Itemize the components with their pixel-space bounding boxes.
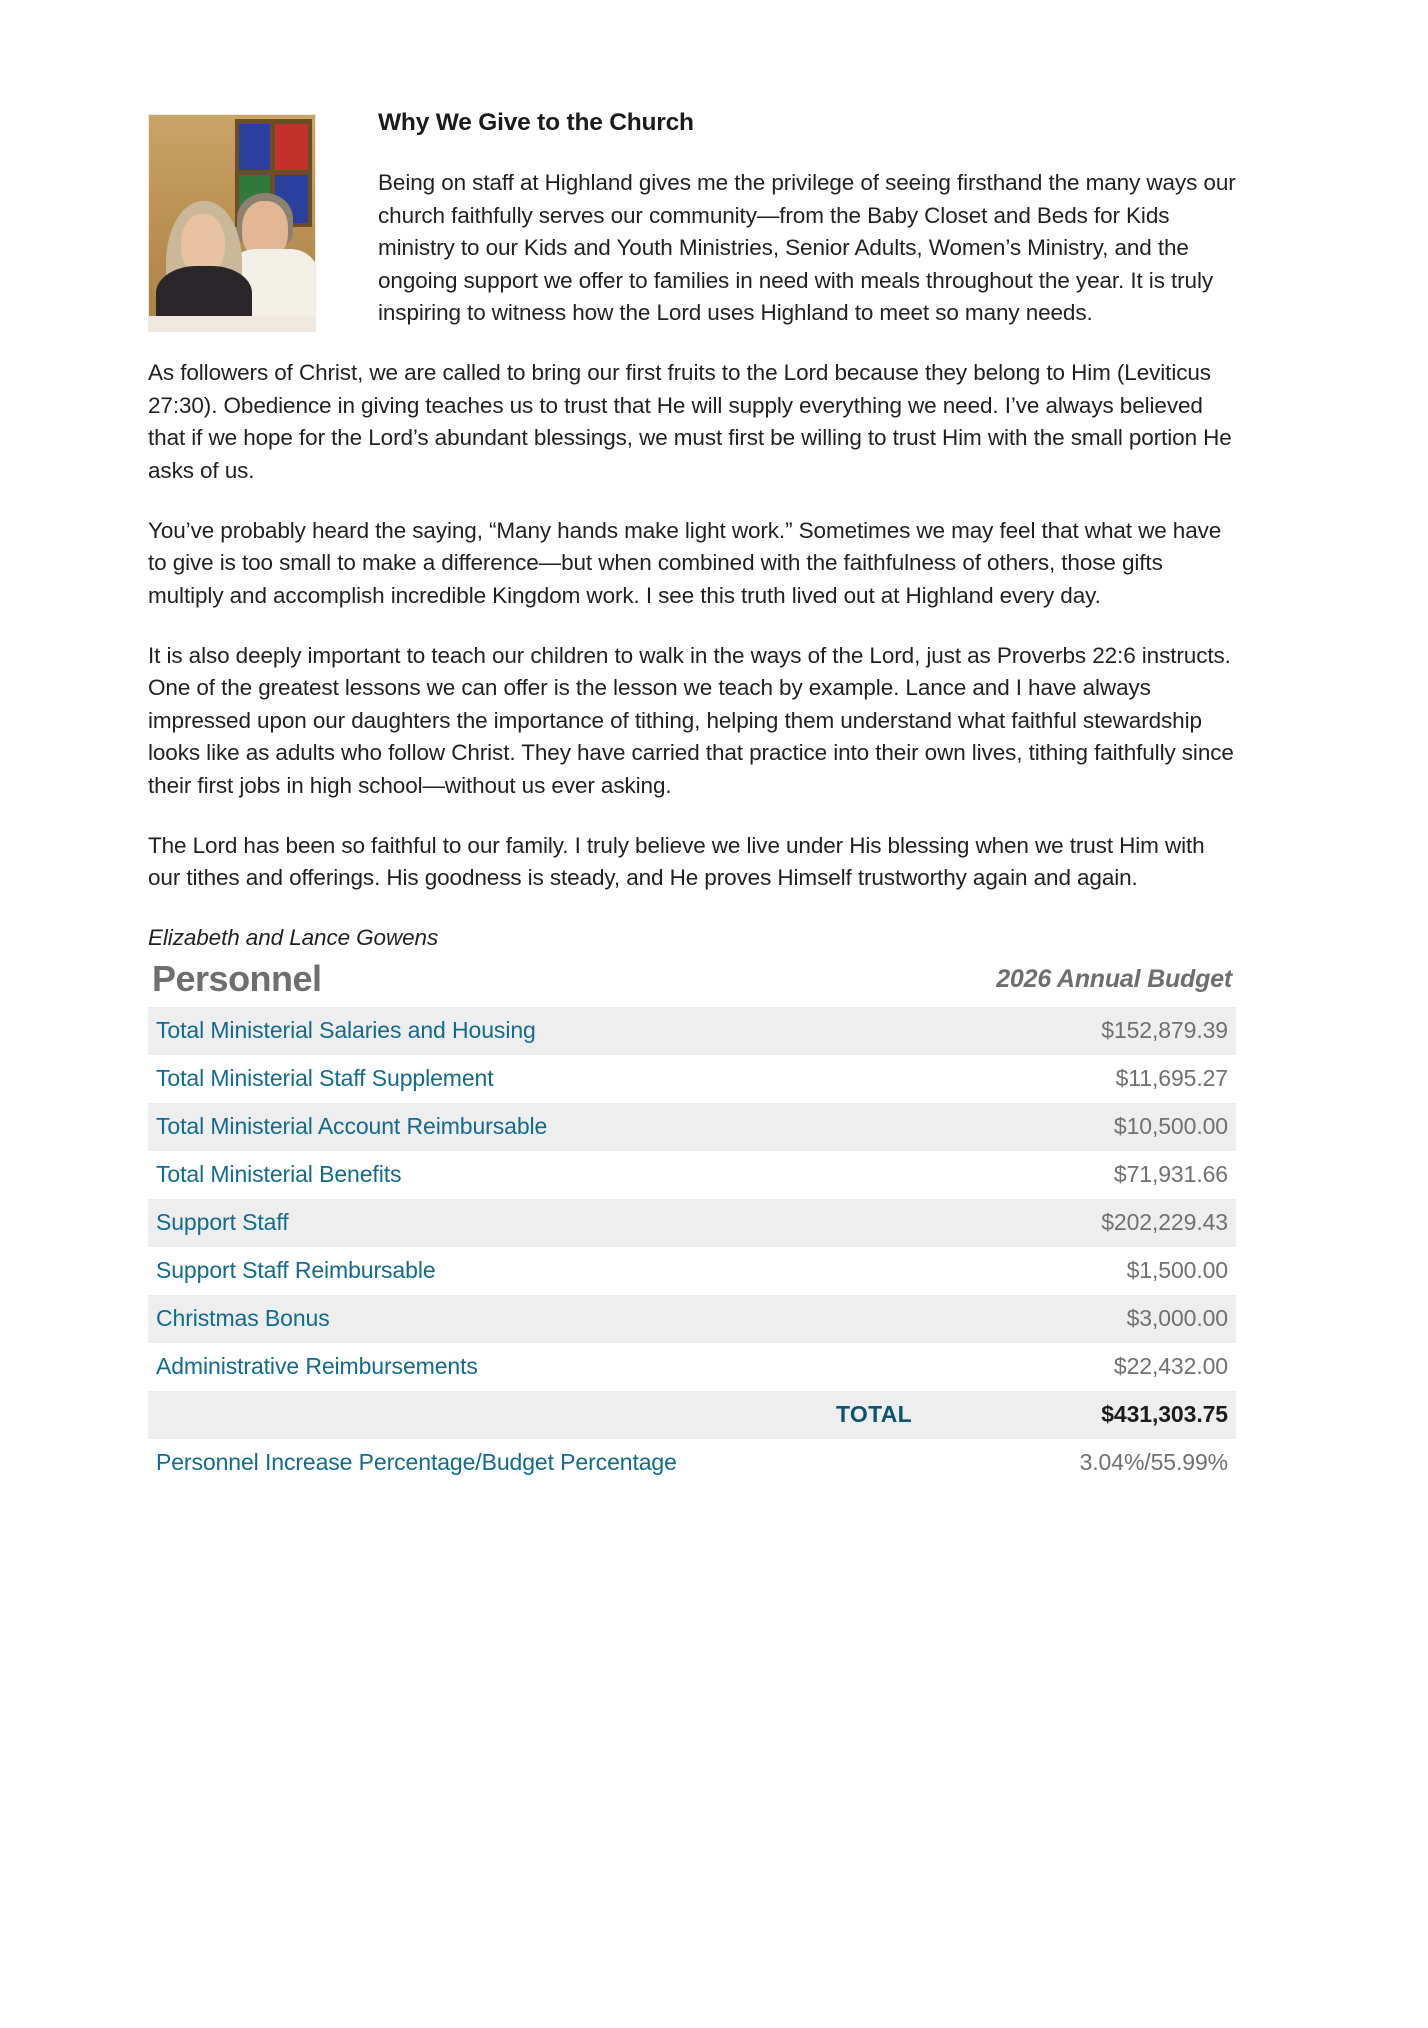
budget-table-body bbox=[148, 1007, 1236, 1487]
budget-row-amount: $1,500.00 bbox=[1126, 1256, 1228, 1283]
budget-footer-row bbox=[148, 1439, 1236, 1487]
budget-section bbox=[148, 957, 1236, 1487]
budget-row-label: Total Ministerial Staff Supplement bbox=[156, 1064, 494, 1091]
page-content bbox=[148, 108, 1236, 1487]
budget-row-amount: $3,000.00 bbox=[920, 1295, 1236, 1343]
table-row bbox=[148, 1103, 1236, 1151]
table-row bbox=[148, 1007, 1236, 1055]
table-row bbox=[148, 1199, 1236, 1247]
article-header bbox=[148, 108, 1236, 329]
budget-footer-label: Personnel Increase Percentage/Budget Percentage bbox=[156, 1448, 677, 1475]
budget-row-amount: $22,432.00 bbox=[1113, 1352, 1228, 1379]
budget-row-label: Christmas Bonus bbox=[148, 1295, 920, 1343]
couple-portrait-photo bbox=[148, 114, 316, 332]
article-paragraph-1: Being on staff at Highland gives me the privilege of seeing firsthand the many ways our church faithfully serves our community—from the Baby Closet and Beds for Kids ministry to our Kids and Youth Ministries, Senior Adults, Women’s Ministry, and the ongoing support we offer to families in need with meals throughout the year. It is truly inspiring to witness how the Lord uses Highland to meet so many needs. bbox=[378, 170, 1236, 325]
budget-total-row bbox=[148, 1391, 1236, 1439]
budget-row-label: Total Ministerial Benefits bbox=[156, 1160, 402, 1187]
article-title: Why We Give to the Church bbox=[378, 109, 694, 136]
budget-total-amount: $431,303.75 bbox=[920, 1391, 1236, 1439]
glass-pane-red-top-right bbox=[274, 123, 309, 172]
glass-pane-blue-top-left bbox=[238, 123, 272, 172]
table-row bbox=[148, 1295, 1236, 1343]
budget-row-label: Support Staff Reimbursable bbox=[156, 1256, 436, 1283]
budget-row-amount: $202,229.43 bbox=[920, 1199, 1236, 1247]
budget-row-label: Total Ministerial Account Reimbursable bbox=[148, 1103, 920, 1151]
budget-header bbox=[148, 957, 1236, 1007]
article-signature: Elizabeth and Lance Gowens bbox=[148, 924, 439, 950]
table-row bbox=[148, 1343, 1236, 1391]
article-paragraph-5: The Lord has been so faithful to our family. I truly believe we live under His blessing when we trust Him with our tithes and offerings. His goodness is steady, and He proves Himself trustworthy again and again. bbox=[148, 833, 1205, 891]
table-row bbox=[148, 1151, 1236, 1199]
budget-table bbox=[148, 1007, 1236, 1487]
budget-title: Personnel bbox=[152, 957, 322, 999]
budget-row-amount: $10,500.00 bbox=[920, 1103, 1236, 1151]
budget-row-label: Administrative Reimbursements bbox=[156, 1352, 478, 1379]
budget-period-label: 2026 Annual Budget bbox=[996, 964, 1232, 993]
budget-row-amount: $11,695.27 bbox=[1115, 1064, 1228, 1091]
table-row bbox=[148, 1247, 1236, 1295]
budget-row-amount: $71,931.66 bbox=[1113, 1160, 1228, 1187]
budget-total-label: TOTAL bbox=[148, 1391, 920, 1439]
budget-footer-amount: 3.04%/55.99% bbox=[1079, 1448, 1228, 1475]
article-paragraph-3: You’ve probably heard the saying, “Many hands make light work.” Sometimes we may feel that what we have to give is too small to make a difference—but when combined with the faithfulness of others, those gifts multiply and accomplish incredible Kingdom work. I see this truth lived out at Highland every day. bbox=[148, 517, 1222, 608]
article-paragraph-2: As followers of Christ, we are called to bring our first fruits to the Lord because they belong to Him (Leviticus 27:30). Obedience in giving teaches us to trust that He will supply everything we need. I’ve always believed that if we hope for the Lord’s abundant blessings, we must first be willing to trust Him with the small portion He asks of us. bbox=[148, 360, 1232, 483]
article-paragraph-4: It is also deeply important to teach our children to walk in the ways of the Lord, just as Proverbs 22:6 instructs. One of the greatest lessons we can offer is the lesson we teach by example. Lance and I have always impressed upon our daughters the importance of tithing, helping them understand what faithful stewardship looks like as adults who follow Christ. They have carried that practice into their own lives, tithing faithfully since their first jobs in high school—without us ever asking. bbox=[148, 643, 1234, 798]
budget-row-label: Total Ministerial Salaries and Housing bbox=[148, 1007, 920, 1055]
budget-row-amount: $152,879.39 bbox=[920, 1007, 1236, 1055]
photo-table-edge bbox=[149, 316, 315, 331]
table-row bbox=[148, 1055, 1236, 1103]
budget-row-label: Support Staff bbox=[148, 1199, 920, 1247]
